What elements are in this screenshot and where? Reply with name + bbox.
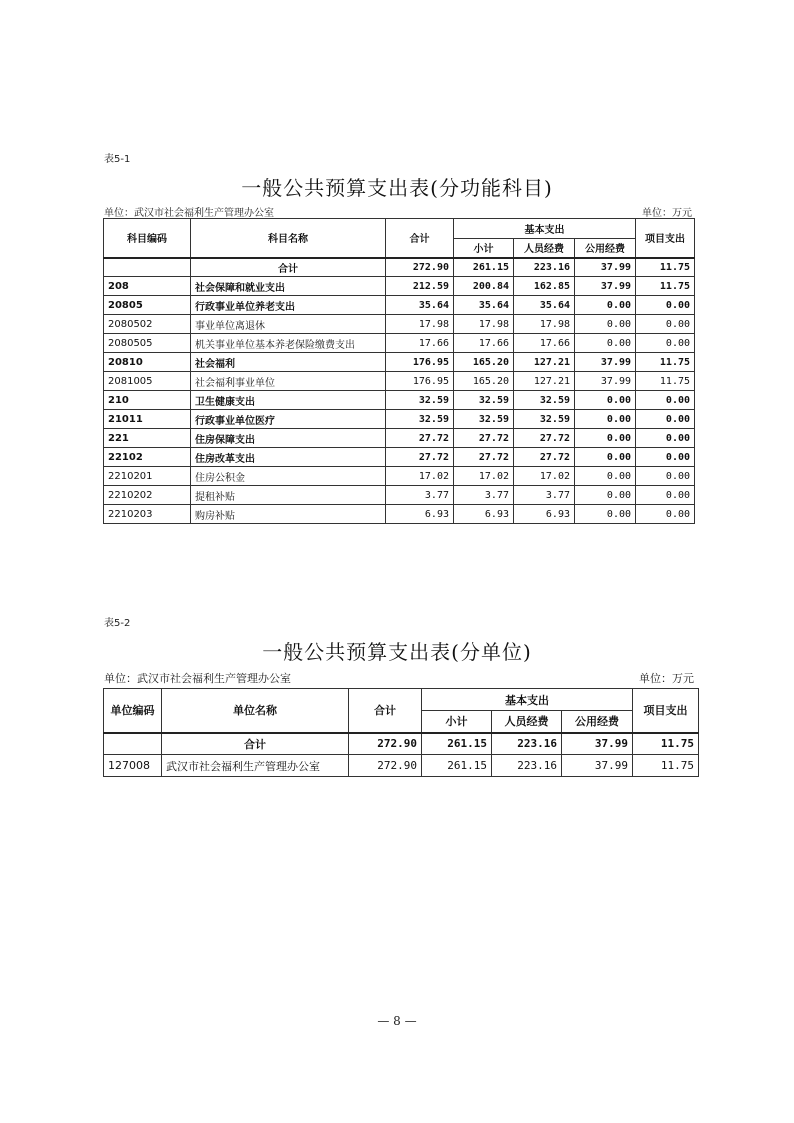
header-public: 公用经费 — [575, 239, 636, 258]
table1-unit-money: 单位：万元 — [642, 208, 692, 219]
cell-code: 2080505 — [104, 334, 191, 353]
table1-body — [104, 258, 695, 524]
cell-subtotal: 165.20 — [454, 353, 514, 372]
cell-name: 合计 — [191, 258, 386, 277]
table-row — [104, 391, 695, 410]
cell-code: 127008 — [104, 755, 162, 777]
cell-code: 2210202 — [104, 486, 191, 505]
cell-subtotal: 27.72 — [454, 429, 514, 448]
cell-project: 0.00 — [636, 334, 695, 353]
cell-name: 住房公积金 — [191, 467, 386, 486]
cell-public: 0.00 — [575, 486, 636, 505]
cell-name: 社会保障和就业支出 — [191, 277, 386, 296]
table-row — [104, 296, 695, 315]
cell-total: 176.95 — [386, 372, 454, 391]
header-unit-name: 单位名称 — [162, 689, 349, 733]
header-name: 科目名称 — [191, 219, 386, 258]
header-subtotal: 小计 — [454, 239, 514, 258]
cell-name: 提租补贴 — [191, 486, 386, 505]
cell-project: 11.75 — [633, 755, 699, 777]
table-row — [104, 315, 695, 334]
cell-personnel: 223.16 — [514, 258, 575, 277]
budget-by-function-table — [103, 218, 695, 524]
cell-name: 购房补贴 — [191, 505, 386, 524]
table1-label: 表5-1 — [104, 154, 131, 165]
cell-code: 20810 — [104, 353, 191, 372]
table2-unit-money: 单位：万元 — [639, 672, 694, 685]
cell-project: 0.00 — [636, 410, 695, 429]
cell-public: 0.00 — [575, 391, 636, 410]
cell-project: 11.75 — [636, 353, 695, 372]
header-project: 项目支出 — [636, 219, 695, 258]
cell-public: 0.00 — [575, 467, 636, 486]
cell-total: 17.66 — [386, 334, 454, 353]
cell-code: 210 — [104, 391, 191, 410]
cell-public: 37.99 — [575, 258, 636, 277]
cell-name: 住房保障支出 — [191, 429, 386, 448]
cell-total: 32.59 — [386, 391, 454, 410]
header-project: 项目支出 — [633, 689, 699, 733]
cell-subtotal: 261.15 — [454, 258, 514, 277]
cell-subtotal: 6.93 — [454, 505, 514, 524]
header-total: 合计 — [386, 219, 454, 258]
cell-name: 行政事业单位医疗 — [191, 410, 386, 429]
table-row — [104, 448, 695, 467]
cell-total: 272.90 — [349, 755, 422, 777]
cell-personnel: 27.72 — [514, 429, 575, 448]
table-row — [104, 505, 695, 524]
budget-by-unit-table — [103, 688, 699, 777]
cell-total: 35.64 — [386, 296, 454, 315]
cell-subtotal: 17.66 — [454, 334, 514, 353]
cell-name: 行政事业单位养老支出 — [191, 296, 386, 315]
cell-subtotal: 261.15 — [422, 755, 492, 777]
cell-subtotal: 165.20 — [454, 372, 514, 391]
cell-subtotal: 3.77 — [454, 486, 514, 505]
cell-personnel: 223.16 — [492, 733, 562, 755]
header-code: 科目编码 — [104, 219, 191, 258]
cell-public: 0.00 — [575, 505, 636, 524]
cell-subtotal: 32.59 — [454, 410, 514, 429]
cell-total: 272.90 — [349, 733, 422, 755]
cell-public: 37.99 — [562, 733, 633, 755]
cell-code: 221 — [104, 429, 191, 448]
cell-public: 0.00 — [575, 334, 636, 353]
header-subtotal: 小计 — [422, 711, 492, 733]
cell-code: 20805 — [104, 296, 191, 315]
cell-subtotal: 17.02 — [454, 467, 514, 486]
cell-personnel: 35.64 — [514, 296, 575, 315]
cell-project: 11.75 — [636, 372, 695, 391]
header-personnel: 人员经费 — [492, 711, 562, 733]
header-unit-code: 单位编码 — [104, 689, 162, 733]
cell-personnel: 17.98 — [514, 315, 575, 334]
cell-subtotal: 32.59 — [454, 391, 514, 410]
cell-project: 11.75 — [636, 277, 695, 296]
table2-body — [104, 733, 699, 777]
cell-code: 208 — [104, 277, 191, 296]
table1-unit-line — [104, 204, 692, 219]
cell-personnel: 17.02 — [514, 467, 575, 486]
cell-personnel: 162.85 — [514, 277, 575, 296]
cell-code: 21011 — [104, 410, 191, 429]
cell-total: 272.90 — [386, 258, 454, 277]
cell-public: 0.00 — [575, 315, 636, 334]
cell-public: 37.99 — [562, 755, 633, 777]
cell-name: 社会福利事业单位 — [191, 372, 386, 391]
table1-title: 一般公共预算支出表(分功能科目) — [241, 176, 553, 200]
header-basic: 基本支出 — [454, 219, 636, 239]
table-row — [104, 410, 695, 429]
table-row — [104, 372, 695, 391]
cell-subtotal: 27.72 — [454, 448, 514, 467]
cell-personnel: 3.77 — [514, 486, 575, 505]
cell-code: 2210203 — [104, 505, 191, 524]
cell-project: 11.75 — [633, 733, 699, 755]
cell-personnel: 32.59 — [514, 391, 575, 410]
cell-subtotal: 200.84 — [454, 277, 514, 296]
header-public: 公用经费 — [562, 711, 633, 733]
cell-code: 2081005 — [104, 372, 191, 391]
table-row — [104, 353, 695, 372]
cell-personnel: 223.16 — [492, 755, 562, 777]
cell-subtotal: 17.98 — [454, 315, 514, 334]
cell-name: 合计 — [162, 733, 349, 755]
table-row — [104, 733, 699, 755]
cell-total: 27.72 — [386, 448, 454, 467]
cell-project: 0.00 — [636, 315, 695, 334]
cell-public: 0.00 — [575, 448, 636, 467]
table-row — [104, 467, 695, 486]
cell-public: 37.99 — [575, 372, 636, 391]
cell-name: 武汉市社会福利生产管理办公室 — [162, 755, 349, 777]
cell-project: 0.00 — [636, 448, 695, 467]
header-basic: 基本支出 — [422, 689, 633, 711]
cell-code: 2210201 — [104, 467, 191, 486]
cell-personnel: 27.72 — [514, 448, 575, 467]
cell-name: 机关事业单位基本养老保险缴费支出 — [191, 334, 386, 353]
cell-project: 0.00 — [636, 296, 695, 315]
cell-code — [104, 258, 191, 277]
page-number: — 8 — — [377, 1014, 417, 1028]
cell-personnel: 127.21 — [514, 353, 575, 372]
cell-personnel: 6.93 — [514, 505, 575, 524]
cell-project: 0.00 — [636, 505, 695, 524]
cell-project: 11.75 — [636, 258, 695, 277]
cell-public: 37.99 — [575, 277, 636, 296]
table-row — [104, 334, 695, 353]
cell-public: 0.00 — [575, 296, 636, 315]
table-row — [104, 277, 695, 296]
cell-public: 0.00 — [575, 429, 636, 448]
cell-total: 6.93 — [386, 505, 454, 524]
cell-total: 3.77 — [386, 486, 454, 505]
cell-project: 0.00 — [636, 486, 695, 505]
cell-personnel: 127.21 — [514, 372, 575, 391]
cell-code — [104, 733, 162, 755]
header-total: 合计 — [349, 689, 422, 733]
header-personnel: 人员经费 — [514, 239, 575, 258]
table2-label: 表5-2 — [104, 618, 131, 629]
cell-code: 2080502 — [104, 315, 191, 334]
table-row — [104, 258, 695, 277]
cell-personnel: 32.59 — [514, 410, 575, 429]
cell-subtotal: 261.15 — [422, 733, 492, 755]
cell-project: 0.00 — [636, 391, 695, 410]
table-row — [104, 429, 695, 448]
table2-title: 一般公共预算支出表(分单位) — [262, 640, 532, 664]
cell-name: 住房改革支出 — [191, 448, 386, 467]
cell-personnel: 17.66 — [514, 334, 575, 353]
cell-total: 27.72 — [386, 429, 454, 448]
table2-unit-line — [104, 670, 694, 686]
cell-name: 事业单位离退休 — [191, 315, 386, 334]
cell-total: 176.95 — [386, 353, 454, 372]
cell-project: 0.00 — [636, 467, 695, 486]
cell-name: 卫生健康支出 — [191, 391, 386, 410]
cell-subtotal: 35.64 — [454, 296, 514, 315]
cell-public: 37.99 — [575, 353, 636, 372]
cell-public: 0.00 — [575, 410, 636, 429]
cell-code: 22102 — [104, 448, 191, 467]
table2-unit-org: 单位：武汉市社会福利生产管理办公室 — [104, 672, 291, 685]
cell-total: 32.59 — [386, 410, 454, 429]
cell-total: 17.98 — [386, 315, 454, 334]
table-row — [104, 486, 695, 505]
cell-total: 17.02 — [386, 467, 454, 486]
table-row — [104, 755, 699, 777]
table1-unit-org: 单位：武汉市社会福利生产管理办公室 — [104, 208, 274, 219]
cell-total: 212.59 — [386, 277, 454, 296]
cell-name: 社会福利 — [191, 353, 386, 372]
cell-project: 0.00 — [636, 429, 695, 448]
